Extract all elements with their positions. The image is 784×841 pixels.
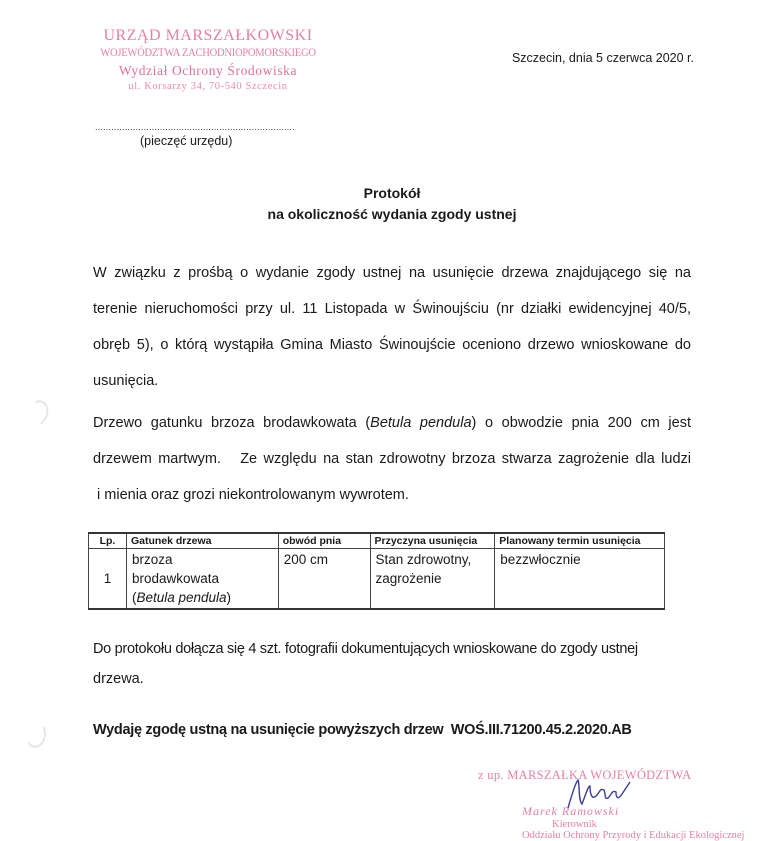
column-header-circumference: obwód pnia [278, 533, 370, 549]
text-span: ( [131, 590, 137, 605]
cell-reason [370, 549, 495, 610]
stamp-office-name: URZĄD MARSZAŁKOWSKI [103, 27, 313, 44]
office-stamp [88, 26, 328, 94]
stamp-label: (pieczęć urzędu) [140, 134, 233, 148]
title-line-1: Protokół [363, 185, 421, 201]
cell-species [126, 549, 278, 610]
table-header-row [89, 533, 665, 549]
paragraph-line: obręb 5), o którą wystąpiła Gmina Miasto Świnoujście oceniono drzewo wnioskowane do [93, 337, 691, 353]
decision-statement: Wydaję zgodę ustną na usunięcie powyższych drzew WOŚ.III.71200.45.2.2020.AB [93, 722, 632, 738]
tree-removal-table [88, 532, 665, 610]
paragraph-line: i mienia oraz grozi niekontrolowanym wywrotem. [93, 487, 409, 503]
cell-lp: 1 [89, 549, 127, 610]
text-span: ) [226, 590, 232, 605]
attachment-note [93, 634, 693, 694]
text-span: Drzewo gatunku brzoza brodawkowata ( [93, 415, 371, 431]
cell-circumference: 200 cm [278, 549, 370, 610]
latin-name: Betula pendula [136, 590, 227, 605]
column-header-lp: Lp. [89, 533, 127, 549]
paragraph-line [93, 405, 691, 441]
table-row [89, 549, 665, 610]
handwritten-signature-icon [560, 774, 640, 814]
paragraph-line: terenie nieruchomości przy ul. 11 Listopada w Świnoujściu (nr działki ewidencyjnej 40/5, [93, 301, 691, 317]
stamp-department: Wydział Ochrony Środowiska [118, 63, 298, 78]
species-line: brzoza [131, 552, 173, 567]
document-date: Szczecin, dnia 5 czerwca 2020 r. [511, 51, 694, 65]
species-latin-line [132, 588, 273, 607]
column-header-species: Gatunek drzewa [126, 533, 278, 549]
text-span: ) o obwodzie pnia 200 cm jest [471, 415, 691, 431]
paragraph-assessment [93, 405, 691, 513]
reason-line: zagrożenie [375, 571, 442, 586]
title-line-2: na okoliczność wydania zgody ustnej [267, 206, 517, 222]
paragraph-line: W związku z prośbą o wydanie zgody ustnej na usunięcie drzewa znajdującego się na [93, 265, 691, 281]
attachment-line: Do protokołu dołącza się 4 szt. fotografii dokumentujących wnioskowane do zgody ustnej [93, 641, 638, 657]
signature-authority: z up. MARSZAŁKA WOJEWÓDZTWA [478, 768, 692, 782]
attachment-line: drzewa. [93, 671, 144, 687]
stamp-dotted-line: .......................................................................... [95, 122, 295, 132]
stamp-voivodeship: WOJEWÓDZTWA ZACHODNIOPOMORSKIEGO [100, 47, 316, 59]
punch-hole-mark [24, 397, 52, 428]
signature-name: Marek Ramowski [522, 804, 620, 818]
paragraph-line: drzewem martwym. Ze względu na stan zdrowotny brzoza stwarza zagrożenie dla ludzi [93, 451, 691, 467]
species-line: brodawkowata [131, 571, 219, 586]
signature-unit: Oddziału Ochrony Przyrody i Edukacji Ekologicznej [522, 830, 745, 841]
cell-planned-date: bezzwłocznie [495, 549, 665, 610]
column-header-reason: Przyczyna usunięcia [370, 533, 495, 549]
stamp-address: ul. Korsarzy 34, 70-540 Szczecin [128, 81, 288, 92]
document-title [0, 183, 784, 225]
latin-name: Betula pendula [370, 415, 472, 431]
column-header-planned-date: Planowany termin usunięcia [495, 533, 665, 549]
signature-title: Kierownik [552, 819, 597, 830]
paragraph-line: usunięcia. [93, 373, 159, 389]
reason-line: Stan zdrowotny, [375, 552, 472, 567]
paragraph-request [93, 255, 691, 399]
punch-hole-mark [24, 720, 48, 749]
